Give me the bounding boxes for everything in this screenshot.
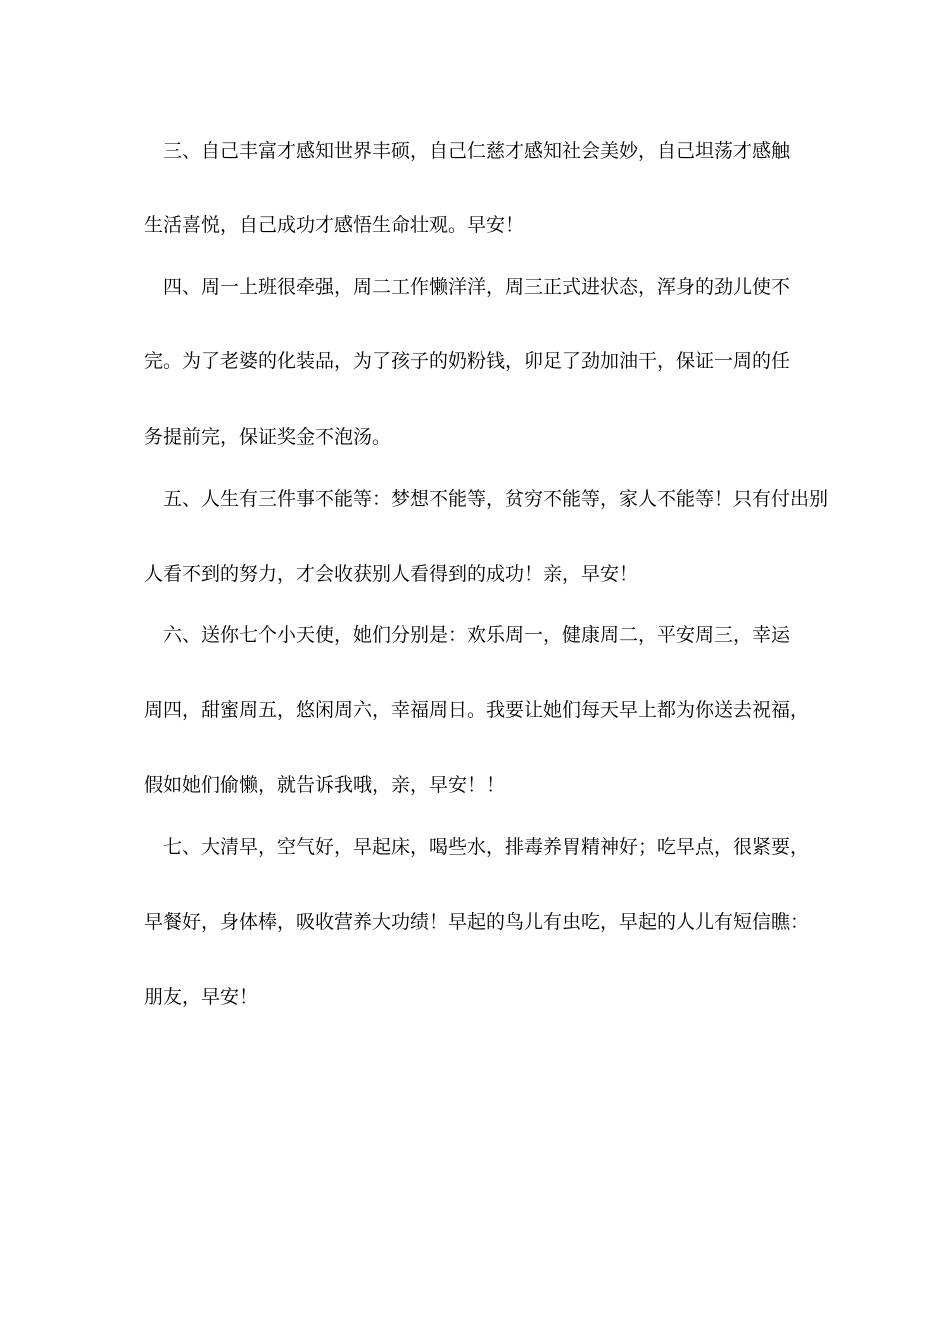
paragraph-line: 六、送你七个小天使，她们分别是：欢乐周一，健康周二，平安周三，幸运 <box>163 624 791 646</box>
paragraph-line: 务提前完，保证奖金不泡汤。 <box>144 426 392 448</box>
paragraph-line: 五、人生有三件事不能等：梦想不能等，贫穷不能等，家人不能等！只有付出别 <box>163 488 829 510</box>
paragraph-line: 假如她们偷懒，就告诉我哦，亲，早安！！ <box>144 774 506 796</box>
paragraph-line: 完。为了老婆的化装品，为了孩子的奶粉钱，卯足了劲加油干，保证一周的任 <box>144 350 791 372</box>
paragraph-line: 人看不到的努力，才会收获别人看得到的成功！亲，早安！ <box>144 563 639 585</box>
paragraph-line: 生活喜悦，自己成功才感悟生命壮观。早安！ <box>144 214 525 236</box>
paragraph-line: 七、大清早，空气好，早起床，喝些水，排毒养胃精神好；吃早点，很紧要， <box>163 836 810 858</box>
paragraph-line: 早餐好，身体棒，吸收营养大功绩！早起的鸟儿有虫吃，早起的人儿有短信瞧： <box>144 911 810 933</box>
paragraph-line: 三、自己丰富才感知世界丰硕，自己仁慈才感知社会美妙，自己坦荡才感触 <box>163 140 791 162</box>
paragraph-line: 四、周一上班很牵强，周二工作懒洋洋，周三正式进状态，浑身的劲儿使不 <box>163 276 791 298</box>
paragraph-line: 周四，甜蜜周五，悠闲周六，幸福周日。我要让她们每天早上都为你送去祝福， <box>144 699 810 721</box>
paragraph-line: 朋友，早安！ <box>144 986 259 1008</box>
